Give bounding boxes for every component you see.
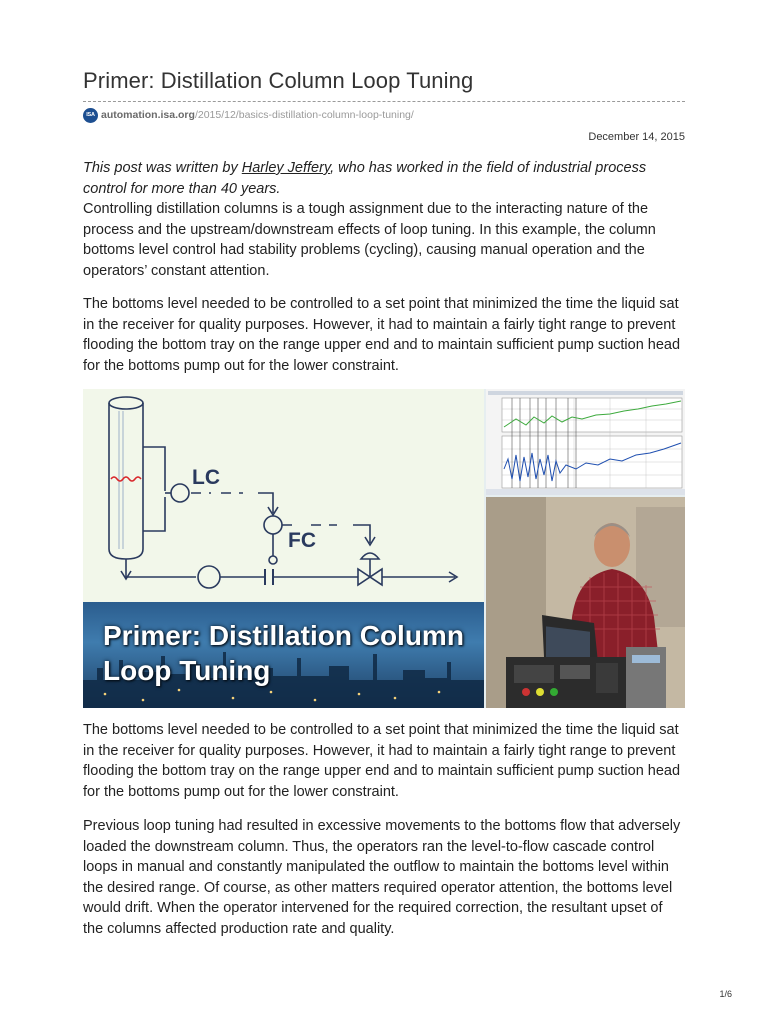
trend-chart-graphic — [486, 389, 685, 495]
engineer-photo — [486, 497, 685, 708]
banner-title-text: Primer: Distillation Column Loop Tuning — [103, 620, 464, 686]
fc-controller-bubble — [264, 516, 282, 534]
body-paragraph-4: Previous loop tuning had resulted in excessive movements to the bottoms flow that adversely loaded the downstream column. Thus, the operators ran the level-to-flow cascade control loops in manual and constantly manipulated the outflow to maintain the bottoms level within the desired range. Of course, as other matters required operator attention, the bottoms level would drift. When the operator intervened for the required correction, the resultant upset of the columns affected production rate and quality. — [83, 818, 681, 937]
title-banner-image — [83, 602, 484, 708]
control-loop-diagram — [83, 389, 484, 602]
source-domain[interactable]: automation.isa.org — [101, 109, 195, 121]
isa-logo-icon: ISA — [83, 108, 98, 123]
lc-controller-bubble — [171, 484, 189, 502]
body-paragraph-2: The bottoms level needed to be controlled to a set point that minimized the time the liquid sat in the receiver for quality purposes. However, it had to maintain a fairly tight range to prevent flooding the bottom tray on the range upper end and to maintain sufficient pump suction head for the bottoms pump out for the lower constraint. — [83, 296, 681, 374]
control-loop-schematic — [83, 389, 484, 602]
article-figure — [83, 389, 685, 708]
body-paragraph-3: The bottoms level needed to be controlled to a set point that minimized the time the liquid sat in the receiver for quality purposes. However, it had to maintain a fairly tight range to prevent flooding the bottom tray on the range upper end and to maintain sufficient pump suction head for the bottoms pump out for the lower constraint. — [83, 722, 681, 800]
author-link[interactable]: Harley Jeffery — [241, 160, 331, 176]
source-path[interactable]: /2015/12/basics-distillation-column-loop-tuning/ — [194, 109, 414, 121]
bottoms-line — [126, 559, 196, 577]
intro-after-text: , who has worked in the field of industrial process control for more than 40 years. — [83, 160, 647, 197]
body-paragraph-1: Controlling distillation columns is a tough assignment due to the interacting nature of the process and the upstream/downstream effects of loop tuning. In this example, the column bottoms level control had stability problems (cycling), causing manual operation and the operators’ constant attention. — [83, 201, 656, 279]
trend-chart-screenshot — [486, 389, 685, 495]
flow-orifice — [265, 569, 273, 585]
distillation-column — [109, 403, 143, 559]
page-title: Primer: Distillation Column Loop Tuning — [83, 68, 474, 93]
intro-paragraph — [83, 158, 685, 199]
liquid-level-mark — [111, 477, 141, 481]
intro-before-text: This post was written by — [83, 160, 242, 176]
publish-date: December 14, 2015 — [588, 131, 685, 143]
title-divider — [83, 101, 685, 102]
column-top — [109, 397, 143, 409]
source-line — [83, 107, 414, 123]
bottoms-pump — [198, 566, 220, 588]
fc-label: FC — [288, 529, 316, 552]
lc-label: LC — [192, 466, 220, 489]
page-number: 1/6 — [719, 989, 732, 999]
level-tap-line — [143, 447, 165, 491]
engineer-photo-graphic — [486, 497, 685, 708]
